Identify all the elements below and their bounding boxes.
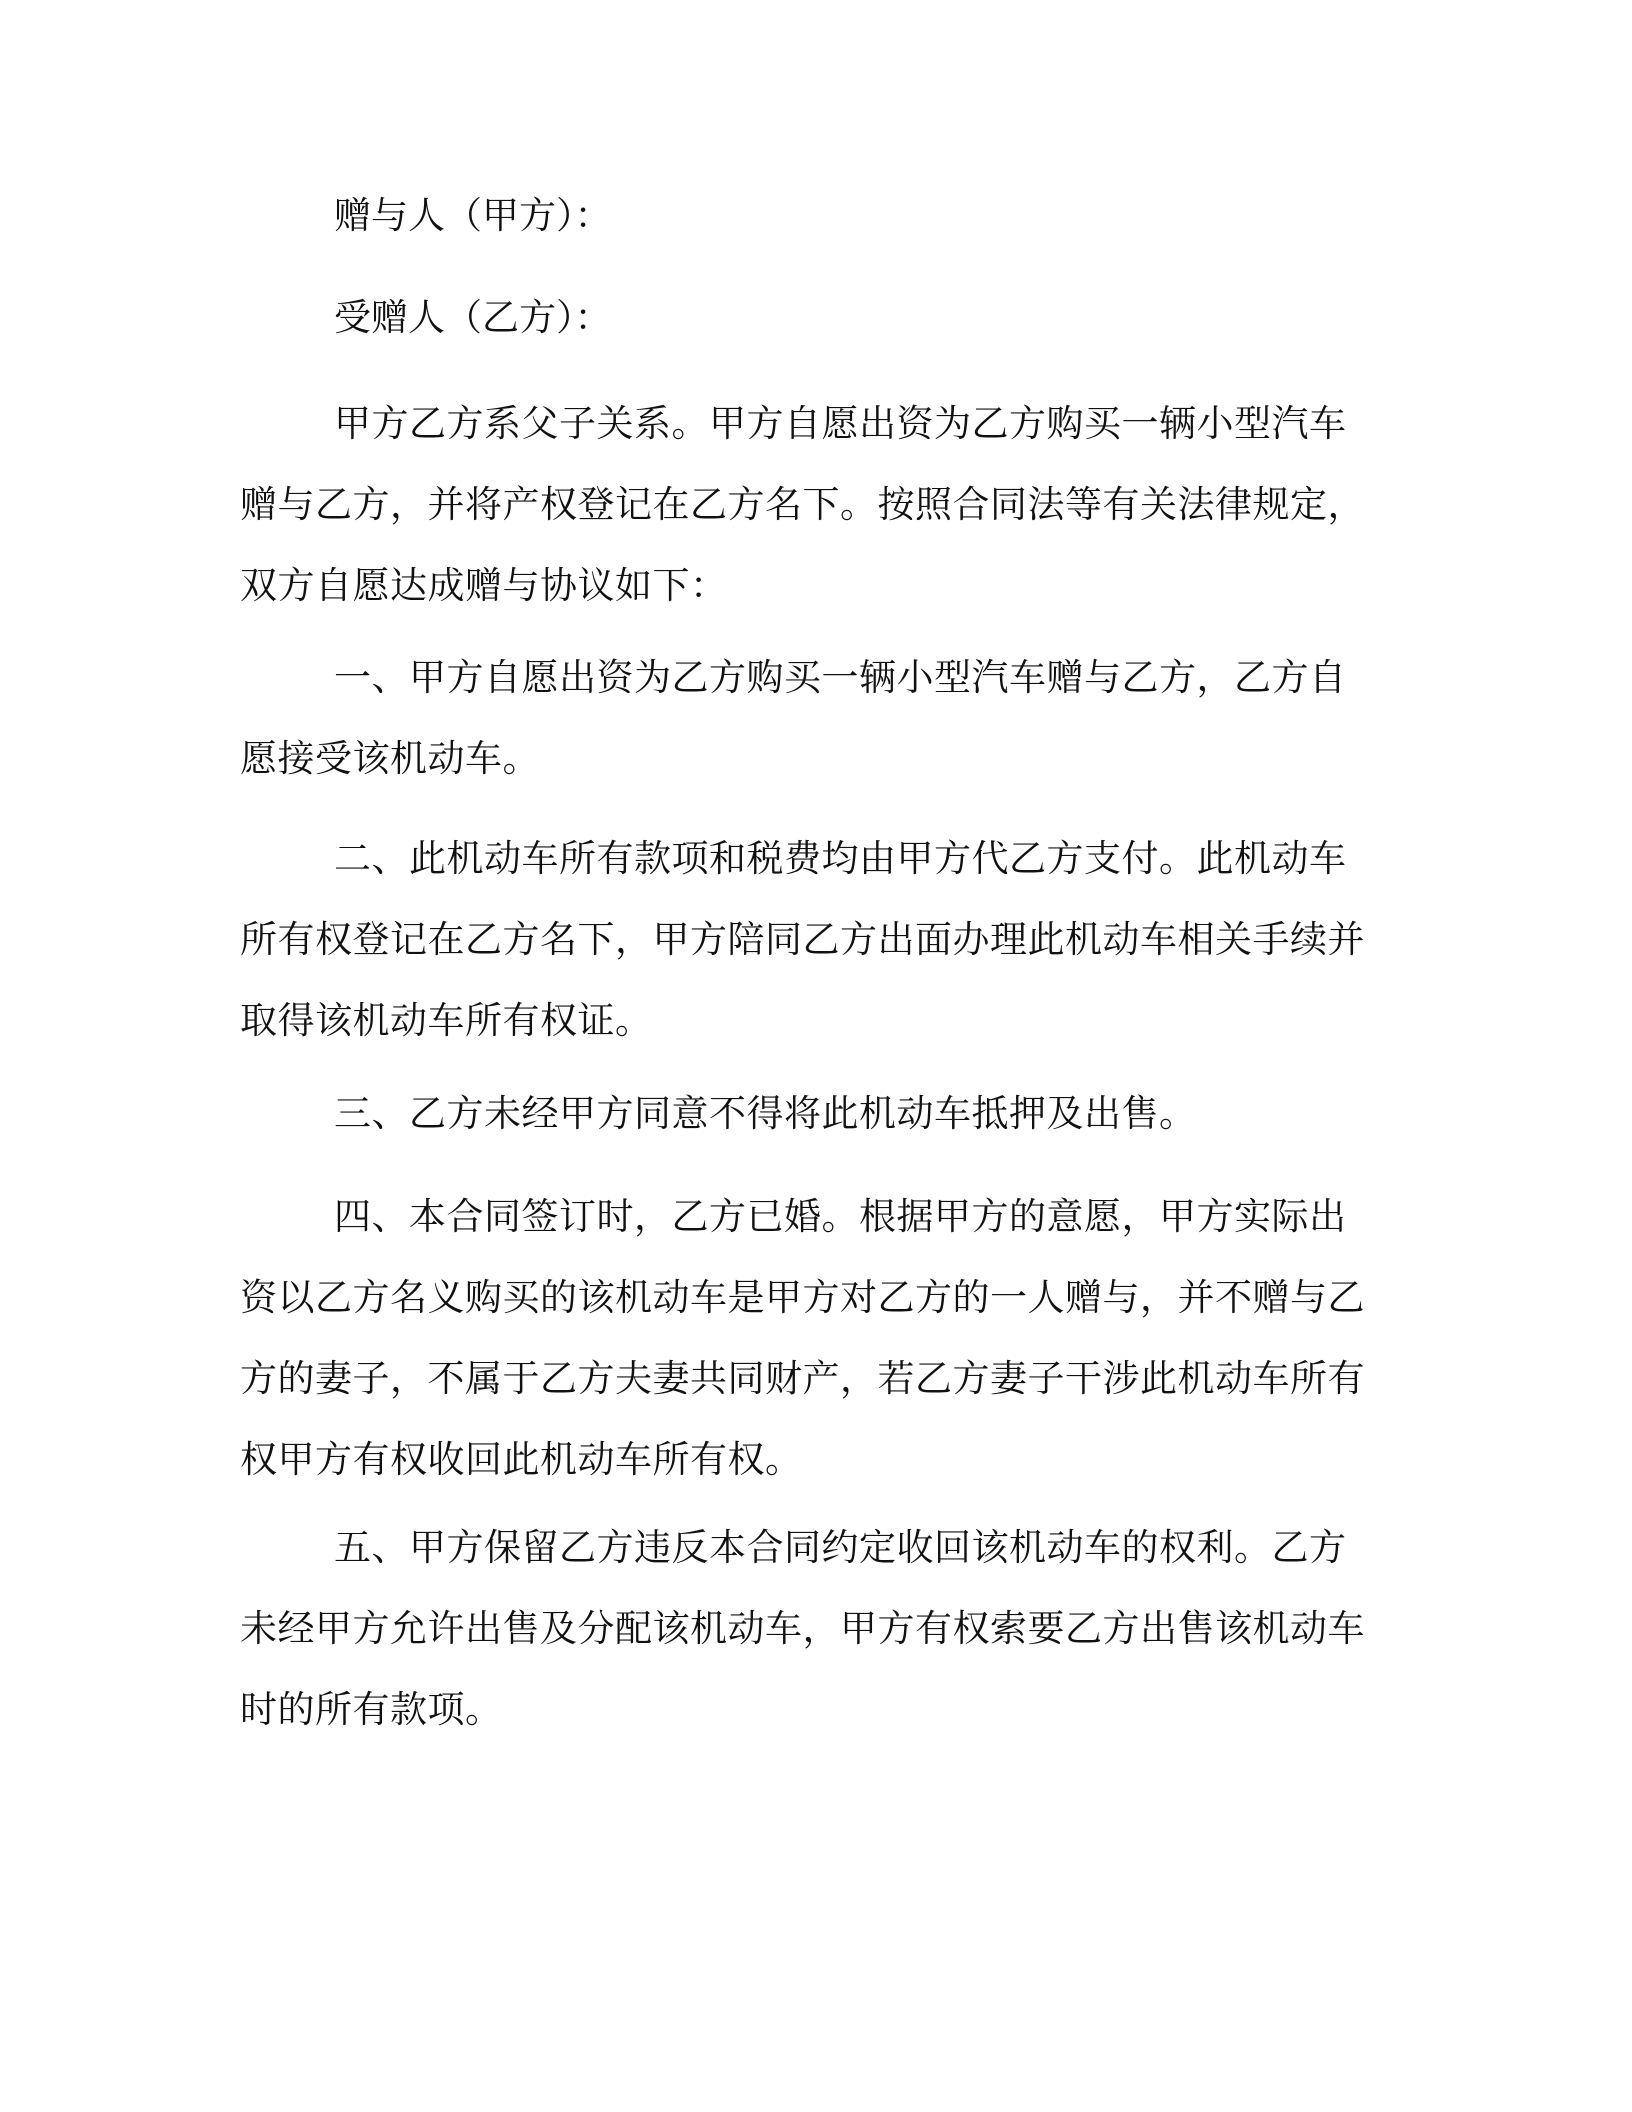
donor-line: 赠与人（甲方）： (334, 194, 612, 237)
clause-5: 五、甲方保留乙方违反本合同约定收回该机动车的权利。乙方未经甲方允许出售及分配该机动车，甲方有权索要乙方出售该机动车时的所有款项。 (240, 1526, 1365, 1731)
intro-paragraph: 甲方乙方系父子关系。甲方自愿出资为乙方购买一辆小型汽车赠与乙方，并将产权登记在乙方名下。按照合同法等有关法律规定，双方自愿达成赠与协议如下： (240, 402, 1365, 607)
clause-1: 一、甲方自愿出资为乙方购买一辆小型汽车赠与乙方，乙方自愿接受该机动车。 (240, 656, 1347, 780)
clause-3: 三、乙方未经甲方同意不得将此机动车抵押及出售。 (334, 1092, 1197, 1135)
donee-line: 受赠人（乙方）： (334, 296, 612, 339)
clause-4: 四、本合同签订时，乙方已婚。根据甲方的意愿，甲方实际出资以乙方名义购买的该机动车是甲方对乙方的一人赠与，并不赠与乙方的妻子，不属于乙方夫妻共同财产，若乙方妻子干涉此机动车所有权甲方有权收回此机动车所有权。 (240, 1195, 1365, 1481)
clause-2: 二、此机动车所有款项和税费均由甲方代乙方支付。此机动车所有权登记在乙方名下，甲方陪同乙方出面办理此机动车相关手续并取得该机动车所有权证。 (240, 837, 1365, 1042)
